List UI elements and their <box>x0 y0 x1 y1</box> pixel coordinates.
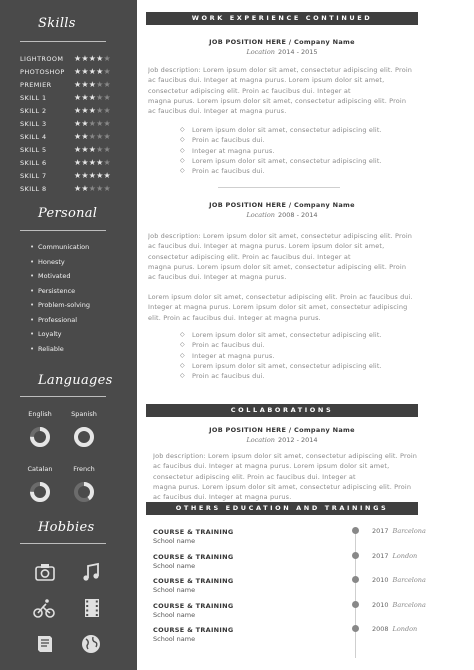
cycling-icon <box>33 597 55 619</box>
language-level-ring <box>29 481 51 503</box>
course-title: COURSE & TRAINING <box>153 528 234 536</box>
personal-item: • Problem-solving <box>38 301 90 309</box>
skill-row <box>20 78 120 91</box>
language-level-arc <box>76 429 92 445</box>
job-1-description <box>148 65 418 116</box>
star-icon: ★ <box>96 54 104 63</box>
personal-item: • Persistence <box>38 287 75 295</box>
bullet-item: ◇ Integer at magna purus. <box>180 146 412 156</box>
personal-rule <box>20 230 106 231</box>
job-2-extra <box>148 292 418 323</box>
personal-item: • Professional <box>38 316 77 324</box>
job-1-desc-line: Job description: Lorem ipsum dolor sit amet, consectetur adipiscing elit. Proin <box>148 66 413 74</box>
collaborations-heading: COLLABORATIONS <box>146 404 418 417</box>
star-icon: ★ <box>88 93 97 102</box>
timeline-place: Barcelona <box>392 527 426 535</box>
star-rating <box>74 132 111 141</box>
collab-job-meta <box>146 436 418 444</box>
skill-name: PHOTOSHOP <box>20 67 65 76</box>
job-1-meta <box>146 48 418 56</box>
language-name: French <box>73 465 95 473</box>
timeline-line <box>355 530 356 658</box>
language-name: Catalan <box>27 465 53 473</box>
personal-title: Personal <box>38 206 98 221</box>
star-icon: ★ <box>96 80 104 89</box>
skill-row <box>20 156 120 169</box>
star-icon: ★ <box>88 184 97 193</box>
bullet-item: ◇ Proin ac faucibus dui. <box>180 340 412 350</box>
job-1-title: JOB POSITION HERE / Company Name <box>209 38 355 46</box>
bullet-item: ◇ Lorem ipsum dolor sit amet, consectetur adipiscing elit. <box>180 361 412 371</box>
skill-row <box>20 130 120 143</box>
timeline-year: 2017 <box>372 551 389 560</box>
star-icon: ★ <box>88 106 97 115</box>
skill-name: SKILL 8 <box>20 184 47 193</box>
camera-icon <box>34 561 56 583</box>
job-1-desc-line: ac faucibus dui. Integer at magna purus. <box>148 107 287 116</box>
job-1-desc-line: consectetur adipiscing elit. Proin ac faucibus dui. Integer at <box>148 86 351 95</box>
skill-row <box>20 143 120 156</box>
skill-row <box>20 65 120 78</box>
skills-rule <box>20 41 106 42</box>
star-icon: ★ <box>103 67 111 76</box>
timeline-place: London <box>392 551 418 560</box>
job-1-bullets <box>180 125 412 176</box>
skill-name: SKILL 2 <box>20 106 47 115</box>
timeline-dot <box>352 576 359 583</box>
personal-item: • Reliable <box>38 345 64 353</box>
star-icon: ★ <box>96 67 104 76</box>
job-2-extra-line: Integer at magna purus. Lorem ipsum dolor sit amet, consectetur adipiscing <box>148 303 408 312</box>
job-2-description <box>148 231 418 282</box>
star-icon: ★ <box>103 93 111 102</box>
job-2-dates: 2008 - 2014 <box>277 211 318 219</box>
star-icon: ★ <box>88 119 97 128</box>
skill-row <box>20 104 120 117</box>
skill-name: PREMIER <box>20 80 52 89</box>
collab-location: Location <box>246 436 275 444</box>
languages-title: Languages <box>38 373 113 388</box>
timeline-date <box>372 625 417 633</box>
timeline-date <box>372 576 426 584</box>
star-icon: ★ <box>96 184 104 193</box>
school-name: School name <box>153 635 196 643</box>
film-icon <box>81 597 103 619</box>
job-2-desc-line: ac faucibus dui. Integer at magna purus. <box>148 273 287 282</box>
bullet-item: ◇ Proin ac faucibus dui. <box>180 371 412 381</box>
star-icon: ★ <box>88 132 97 141</box>
skill-name: SKILL 1 <box>20 93 47 102</box>
star-icon: ★ <box>103 106 111 115</box>
star-icon: ★ <box>74 171 82 180</box>
job-2-bullets <box>180 330 412 381</box>
bullet-item: ◇ Integer at magna purus. <box>180 351 412 361</box>
language-level-ring <box>73 426 95 448</box>
skill-row <box>20 169 120 182</box>
timeline-dot <box>352 552 359 559</box>
star-icon: ★ <box>74 184 82 193</box>
job-2-meta <box>146 211 418 219</box>
course-title: COURSE & TRAINING <box>153 601 234 610</box>
job-2-title: JOB POSITION HERE / Company Name <box>209 201 355 209</box>
star-icon: ★ <box>103 145 111 154</box>
star-icon: ★ <box>74 145 82 154</box>
work-continued-heading: WORK EXPERIENCE CONTINUED <box>146 12 418 25</box>
star-icon: ★ <box>103 158 111 167</box>
star-icon: ★ <box>74 119 82 128</box>
star-icon: ★ <box>96 158 104 167</box>
skill-name: SKILL 5 <box>20 145 47 154</box>
timeline-year: 2008 <box>372 625 389 633</box>
timeline-place: London <box>392 625 418 633</box>
star-icon: ★ <box>74 158 82 167</box>
star-icon: ★ <box>103 119 111 128</box>
job-1-dates: 2014 - 2015 <box>277 48 318 56</box>
star-icon: ★ <box>96 93 104 102</box>
star-icon: ★ <box>88 171 97 180</box>
star-icon: ★ <box>96 145 104 154</box>
section-divider <box>218 187 340 188</box>
star-rating <box>74 67 111 76</box>
course-title: COURSE & TRAINING <box>153 552 234 561</box>
star-icon: ★ <box>103 171 111 180</box>
timeline-year: 2010 <box>372 576 389 584</box>
collab-desc-line: Job description: Lorem ipsum dolor sit amet, consectetur adipiscing elit. Proin <box>153 452 418 460</box>
bullet-item: ◇ Proin ac faucibus dui. <box>180 135 412 145</box>
book-icon <box>34 633 56 655</box>
star-icon: ★ <box>81 132 89 141</box>
star-icon: ★ <box>96 171 104 180</box>
star-rating <box>74 184 111 193</box>
star-rating <box>74 106 111 115</box>
star-icon: ★ <box>81 145 89 154</box>
language-name: English <box>28 410 52 418</box>
collab-desc-line: ac faucibus dui. Integer at magna purus. Lorem ipsum dolor sit amet, <box>153 462 390 471</box>
star-icon: ★ <box>81 80 89 89</box>
star-icon: ★ <box>88 80 97 89</box>
course-title: COURSE & TRAINING <box>153 577 234 585</box>
star-icon: ★ <box>103 184 111 193</box>
education-heading: OTHERS EDUCATION AND TRAININGS <box>146 502 418 515</box>
collab-desc-line: ac faucibus dui. Integer at magna purus. <box>153 493 292 502</box>
star-icon: ★ <box>96 106 104 115</box>
skill-row <box>20 91 120 104</box>
job-2-extra-line: Lorem ipsum dolor sit amet, consectetur adipiscing elit. Proin ac faucibus dui. <box>148 293 413 301</box>
bullet-item: ◇ Lorem ipsum dolor sit amet, consectetur adipiscing elit. <box>180 156 412 166</box>
timeline-date <box>372 527 426 535</box>
star-icon: ★ <box>81 158 89 167</box>
star-icon: ★ <box>81 93 89 102</box>
job-2-desc-line: ac faucibus dui. Integer at magna purus. Lorem ipsum dolor sit amet, <box>148 242 385 251</box>
sidebar <box>0 0 137 670</box>
star-rating <box>74 119 111 128</box>
timeline-year: 2017 <box>372 527 389 535</box>
job-2-desc-line: consectetur adipiscing elit. Proin ac faucibus dui. Integer at <box>148 252 351 261</box>
job-2-extra-line: elit. Proin ac faucibus dui. Integer at magna purus. <box>148 313 321 322</box>
skill-row <box>20 52 120 65</box>
star-icon: ★ <box>81 106 89 115</box>
globe-icon <box>80 633 102 655</box>
bullet-item: ◇ Lorem ipsum dolor sit amet, consectetur adipiscing elit. <box>180 330 412 340</box>
language-level-ring <box>29 426 51 448</box>
school-name: School name <box>153 537 196 545</box>
star-icon: ★ <box>88 145 97 154</box>
job-1-desc-line: magna purus. Lorem ipsum dolor sit amet, consectetur adipiscing elit. Proin <box>148 96 407 105</box>
star-icon: ★ <box>88 67 97 76</box>
star-icon: ★ <box>81 54 89 63</box>
school-name: School name <box>153 610 196 619</box>
star-icon: ★ <box>74 67 82 76</box>
course-title: COURSE & TRAINING <box>153 626 234 634</box>
star-icon: ★ <box>81 119 89 128</box>
star-rating <box>74 80 111 89</box>
star-rating <box>74 145 111 154</box>
star-icon: ★ <box>88 54 97 63</box>
personal-item: • Honesty <box>38 258 65 266</box>
timeline-dot <box>352 625 359 632</box>
timeline-year: 2010 <box>372 600 389 609</box>
personal-item: • Loyalty <box>38 330 62 338</box>
star-icon: ★ <box>103 132 111 141</box>
collab-dates: 2012 - 2014 <box>277 436 318 444</box>
personal-item: • Communication <box>38 243 89 251</box>
star-rating <box>74 93 111 102</box>
collab-desc-line: magna purus. Lorem ipsum dolor sit amet, consectetur adipiscing elit. Proin <box>153 482 412 491</box>
bullet-item: ◇ Lorem ipsum dolor sit amet, consectetur adipiscing elit. <box>180 125 412 135</box>
job-2-desc-line: Job description: Lorem ipsum dolor sit amet, consectetur adipiscing elit. Proin <box>148 232 413 240</box>
skill-row <box>20 182 120 195</box>
star-icon: ★ <box>74 93 82 102</box>
collab-description <box>153 451 418 502</box>
star-icon: ★ <box>74 132 82 141</box>
skill-name: LIGHTROOM <box>20 54 64 63</box>
hobbies-title: Hobbies <box>38 520 95 535</box>
language-level-ring <box>73 481 95 503</box>
timeline-dot <box>352 527 359 534</box>
languages-rule <box>20 396 106 397</box>
job-1-desc-line: ac faucibus dui. Integer at magna purus. Lorem ipsum dolor sit amet, <box>148 76 385 85</box>
star-rating <box>74 158 111 167</box>
skill-name: SKILL 4 <box>20 132 47 141</box>
timeline-place: Barcelona <box>392 600 426 609</box>
star-icon: ★ <box>74 80 82 89</box>
job-1-location: Location <box>246 48 275 56</box>
star-icon: ★ <box>74 106 82 115</box>
language-name: Spanish <box>71 410 97 418</box>
school-name: School name <box>153 561 196 570</box>
timeline-date <box>372 601 426 609</box>
collab-job-title: JOB POSITION HERE / Company Name <box>209 426 355 434</box>
star-rating <box>74 171 111 180</box>
star-rating <box>74 54 111 63</box>
star-icon: ★ <box>96 119 104 128</box>
timeline-place: Barcelona <box>392 576 426 584</box>
star-icon: ★ <box>81 67 89 76</box>
star-icon: ★ <box>88 158 97 167</box>
star-icon: ★ <box>81 171 89 180</box>
timeline-dot <box>352 601 359 608</box>
bullet-item: ◇ Proin ac faucibus dui. <box>180 166 412 176</box>
skill-name: SKILL 7 <box>20 171 47 180</box>
hobbies-rule <box>20 543 106 544</box>
skill-row <box>20 117 120 130</box>
school-name: School name <box>153 586 196 594</box>
timeline-date <box>372 552 417 560</box>
star-icon: ★ <box>74 54 82 63</box>
star-icon: ★ <box>96 132 104 141</box>
job-2-location: Location <box>246 211 275 219</box>
music-note-icon <box>80 561 102 583</box>
star-icon: ★ <box>81 184 89 193</box>
skill-name: SKILL 3 <box>20 119 47 128</box>
star-icon: ★ <box>103 54 111 63</box>
star-icon: ★ <box>103 80 111 89</box>
job-2-desc-line: magna purus. Lorem ipsum dolor sit amet, consectetur adipiscing elit. Proin <box>148 262 407 271</box>
skills-title: Skills <box>38 16 76 31</box>
collab-desc-line: consectetur adipiscing elit. Proin ac faucibus dui. Integer at <box>153 472 356 481</box>
personal-item: • Motivated <box>38 272 70 280</box>
skill-name: SKILL 6 <box>20 158 47 167</box>
